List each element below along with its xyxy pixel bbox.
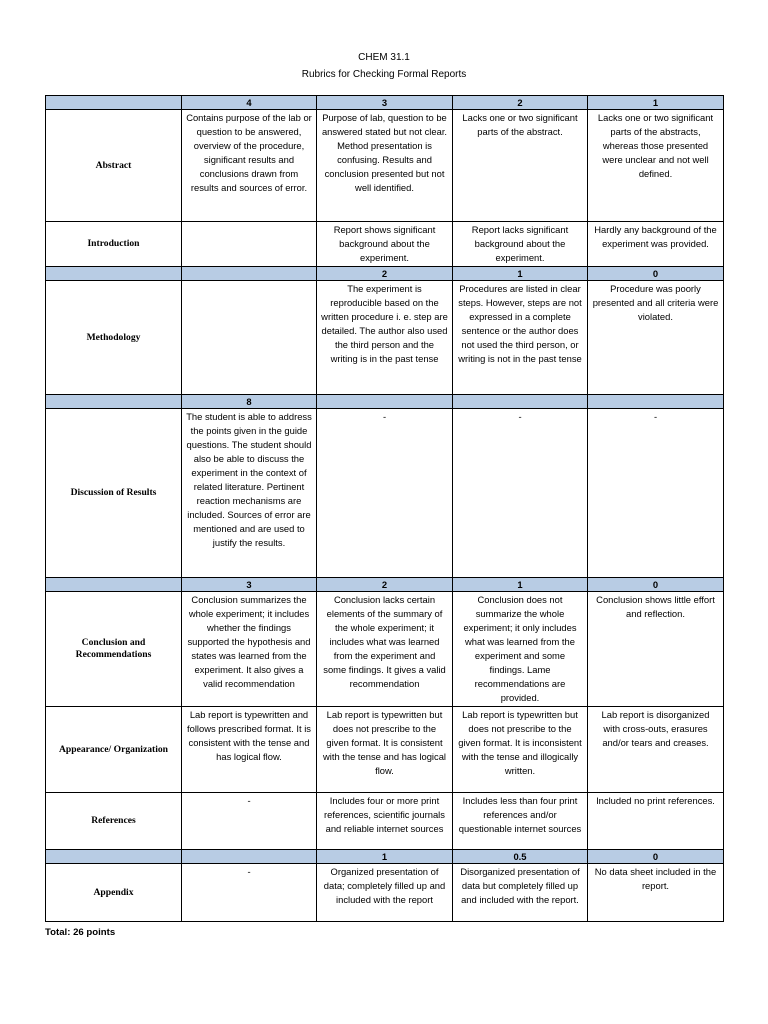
criterion-label: Discussion of Results <box>46 409 182 578</box>
criterion-label: Conclusion and Recommendations <box>46 592 182 707</box>
criterion-row <box>46 110 724 222</box>
descriptor-cell: Conclusion summarizes the whole experiment; it includes whether the findings supported the hypothesis and states was learned from the experiment. It also gives a valid recommendation <box>182 592 317 707</box>
descriptor-cell: Disorganized presentation of data but completely filled up and included with the report. <box>453 864 588 922</box>
descriptor-cell: - <box>588 409 724 578</box>
score-cell <box>182 267 317 281</box>
score-header-row <box>46 850 724 864</box>
descriptor-cell: Includes less than four print references and/or questionable internet sources <box>453 793 588 850</box>
rubric-table <box>45 95 724 922</box>
score-cell <box>46 850 182 864</box>
score-cell: 1 <box>453 578 588 592</box>
total-points: Total: 26 points <box>45 927 116 938</box>
score-header-row <box>46 578 724 592</box>
descriptor-cell: Conclusion does not summarize the whole experiment; it only includes what was learned from the experiment and some findings. Lame recommendations are provided. <box>453 592 588 707</box>
score-cell: 0 <box>588 578 724 592</box>
descriptor-cell: Lab report is typewritten but does not prescribe to the given format. It is inconsistent with the tense and illogically written. <box>453 707 588 793</box>
score-cell <box>317 395 453 409</box>
document-subtitle: Rubrics for Checking Formal Reports <box>301 69 467 80</box>
score-cell: 1 <box>588 96 724 110</box>
descriptor-cell: - <box>182 793 317 850</box>
score-cell <box>182 850 317 864</box>
rubric-table-body <box>46 96 724 922</box>
score-cell: 8 <box>182 395 317 409</box>
score-cell: 4 <box>182 96 317 110</box>
criterion-label: Introduction <box>46 222 182 267</box>
score-cell: 0 <box>588 850 724 864</box>
score-cell <box>46 267 182 281</box>
descriptor-cell: Conclusion shows little effort and reflection. <box>588 592 724 707</box>
descriptor-cell: Procedures are listed in clear steps. However, steps are not expressed in a complete sentence or the author does not used the third person, or writing is not in the past tense <box>453 281 588 395</box>
descriptor-cell: No data sheet included in the report. <box>588 864 724 922</box>
descriptor-cell: Conclusion lacks certain elements of the summary of the whole experiment; it includes what was learned from the experiment and some findings. It gives a valid recommendation <box>317 592 453 707</box>
criterion-label: Abstract <box>46 110 182 222</box>
descriptor-cell: - <box>453 409 588 578</box>
score-cell: 2 <box>317 578 453 592</box>
descriptor-cell: Contains purpose of the lab or question to be answered, overview of the procedure, significant results and conclusions drawn from results and sources of error. <box>182 110 317 222</box>
descriptor-cell: Lacks one or two significant parts of the abstracts, whereas those presented were unclear and not well defined. <box>588 110 724 222</box>
descriptor-cell: - <box>182 864 317 922</box>
score-cell: 3 <box>182 578 317 592</box>
score-header-row <box>46 96 724 110</box>
descriptor-cell: Hardly any background of the experiment was provided. <box>588 222 724 267</box>
criterion-row <box>46 281 724 395</box>
descriptor-cell: Report lacks significant background about the experiment. <box>453 222 588 267</box>
criterion-row <box>46 592 724 707</box>
criterion-row <box>46 222 724 267</box>
descriptor-cell: Lab report is typewritten but does not prescribe to the given format. It is consistent with the tense and has logical flow. <box>317 707 453 793</box>
criterion-row <box>46 864 724 922</box>
score-cell <box>46 578 182 592</box>
criterion-row <box>46 793 724 850</box>
descriptor-cell: Included no print references. <box>588 793 724 850</box>
descriptor-cell: Purpose of lab, question to be answered stated but not clear. Method presentation is confusing. Results and conclusion presented but not well identified. <box>317 110 453 222</box>
criterion-label: Appearance/ Organization <box>46 707 182 793</box>
score-cell <box>588 395 724 409</box>
descriptor-cell: The student is able to address the points given in the guide questions. The student should also be able to discuss the experiment in the context of related literature. Pertinent reaction mechanisms are included. Sources of error are mentioned and are used to justify the results. <box>182 409 317 578</box>
score-header-row <box>46 267 724 281</box>
score-cell: 1 <box>317 850 453 864</box>
descriptor-cell: Lacks one or two significant parts of the abstract. <box>453 110 588 222</box>
score-cell: 0.5 <box>453 850 588 864</box>
criterion-row <box>46 707 724 793</box>
descriptor-cell: Lab report is typewritten and follows prescribed format. It is consistent with the tense and has logical flow. <box>182 707 317 793</box>
document-course-code: CHEM 31.1 <box>358 52 410 63</box>
descriptor-cell: Report shows significant background about the experiment. <box>317 222 453 267</box>
descriptor-cell: Organized presentation of data; completely filled up and included with the report <box>317 864 453 922</box>
descriptor-cell <box>182 281 317 395</box>
descriptor-cell: Procedure was poorly presented and all criteria were violated. <box>588 281 724 395</box>
criterion-label: Appendix <box>46 864 182 922</box>
score-cell <box>46 395 182 409</box>
score-cell <box>453 395 588 409</box>
score-header-row <box>46 395 724 409</box>
score-cell: 2 <box>453 96 588 110</box>
criterion-label: Methodology <box>46 281 182 395</box>
descriptor-cell: The experiment is reproducible based on the written procedure i. e. step are detailed. The author also used the third person and the writing is in the past tense <box>317 281 453 395</box>
descriptor-cell: - <box>317 409 453 578</box>
criterion-row <box>46 409 724 578</box>
score-cell: 1 <box>453 267 588 281</box>
criterion-label: References <box>46 793 182 850</box>
score-cell <box>46 96 182 110</box>
descriptor-cell: Lab report is disorganized with cross-outs, erasures and/or tears and creases. <box>588 707 724 793</box>
score-cell: 2 <box>317 267 453 281</box>
descriptor-cell <box>182 222 317 267</box>
descriptor-cell: Includes four or more print references, scientific journals and reliable internet sources <box>317 793 453 850</box>
score-cell: 0 <box>588 267 724 281</box>
score-cell: 3 <box>317 96 453 110</box>
